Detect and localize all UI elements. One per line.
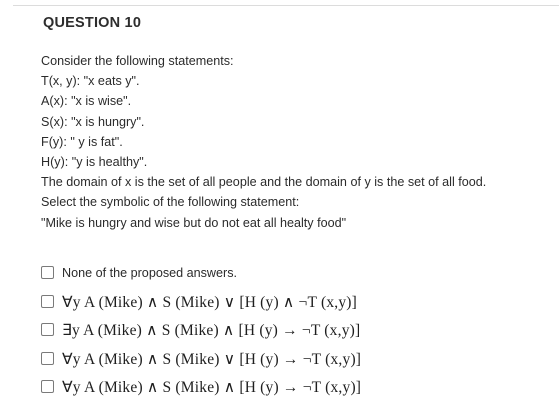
stem-line: F(y): " y is fat". [41, 134, 123, 149]
answer-label: ∃y A (Mike) ∧ S (Mike) ∧ [H (y) → ¬T (x,y)] [62, 322, 361, 340]
answer-option[interactable] [41, 374, 551, 403]
answer-options [41, 262, 551, 402]
stem-line: A(x): "x is wise". [41, 94, 132, 109]
stem-line: Select the symbolic of the following statement: [41, 195, 300, 210]
question-title: QUESTION 10 [43, 15, 142, 31]
stem-line: S(x): "x is hungry". [41, 114, 145, 129]
stem-line: The domain of x is the set of all people and the domain of y is the set of all food. [41, 175, 487, 190]
answer-label: ∀y A (Mike) ∧ S (Mike) ∨ [H (y) → ¬T (x,y)] [62, 350, 362, 368]
answer-checkbox[interactable] [41, 295, 54, 308]
stem-line: "Mike is hungry and wise but do not eat all healty food" [41, 215, 347, 230]
top-divider [13, 5, 559, 6]
question-stem [41, 51, 551, 233]
answer-label: ∀y A (Mike) ∧ S (Mike) ∧ [H (y) → ¬T (x,y)] [62, 379, 362, 397]
stem-line: H(y): "y is healthy". [41, 155, 148, 170]
answer-checkbox[interactable] [41, 352, 54, 365]
answer-checkbox[interactable] [41, 266, 54, 279]
answer-option[interactable] [41, 317, 551, 346]
answer-option[interactable] [41, 288, 551, 317]
stem-line: Consider the following statements: [41, 54, 234, 68]
answer-option[interactable] [41, 262, 551, 284]
answer-checkbox[interactable] [41, 323, 54, 336]
answer-checkbox[interactable] [41, 380, 54, 393]
answer-option[interactable] [41, 345, 551, 374]
answer-label: None of the proposed answers. [62, 266, 238, 280]
answer-label: ∀y A (Mike) ∧ S (Mike) ∨ [H (y) ∧ ¬T (x,y)] [62, 293, 358, 311]
stem-line: T(x, y): "x eats y". [41, 74, 140, 89]
